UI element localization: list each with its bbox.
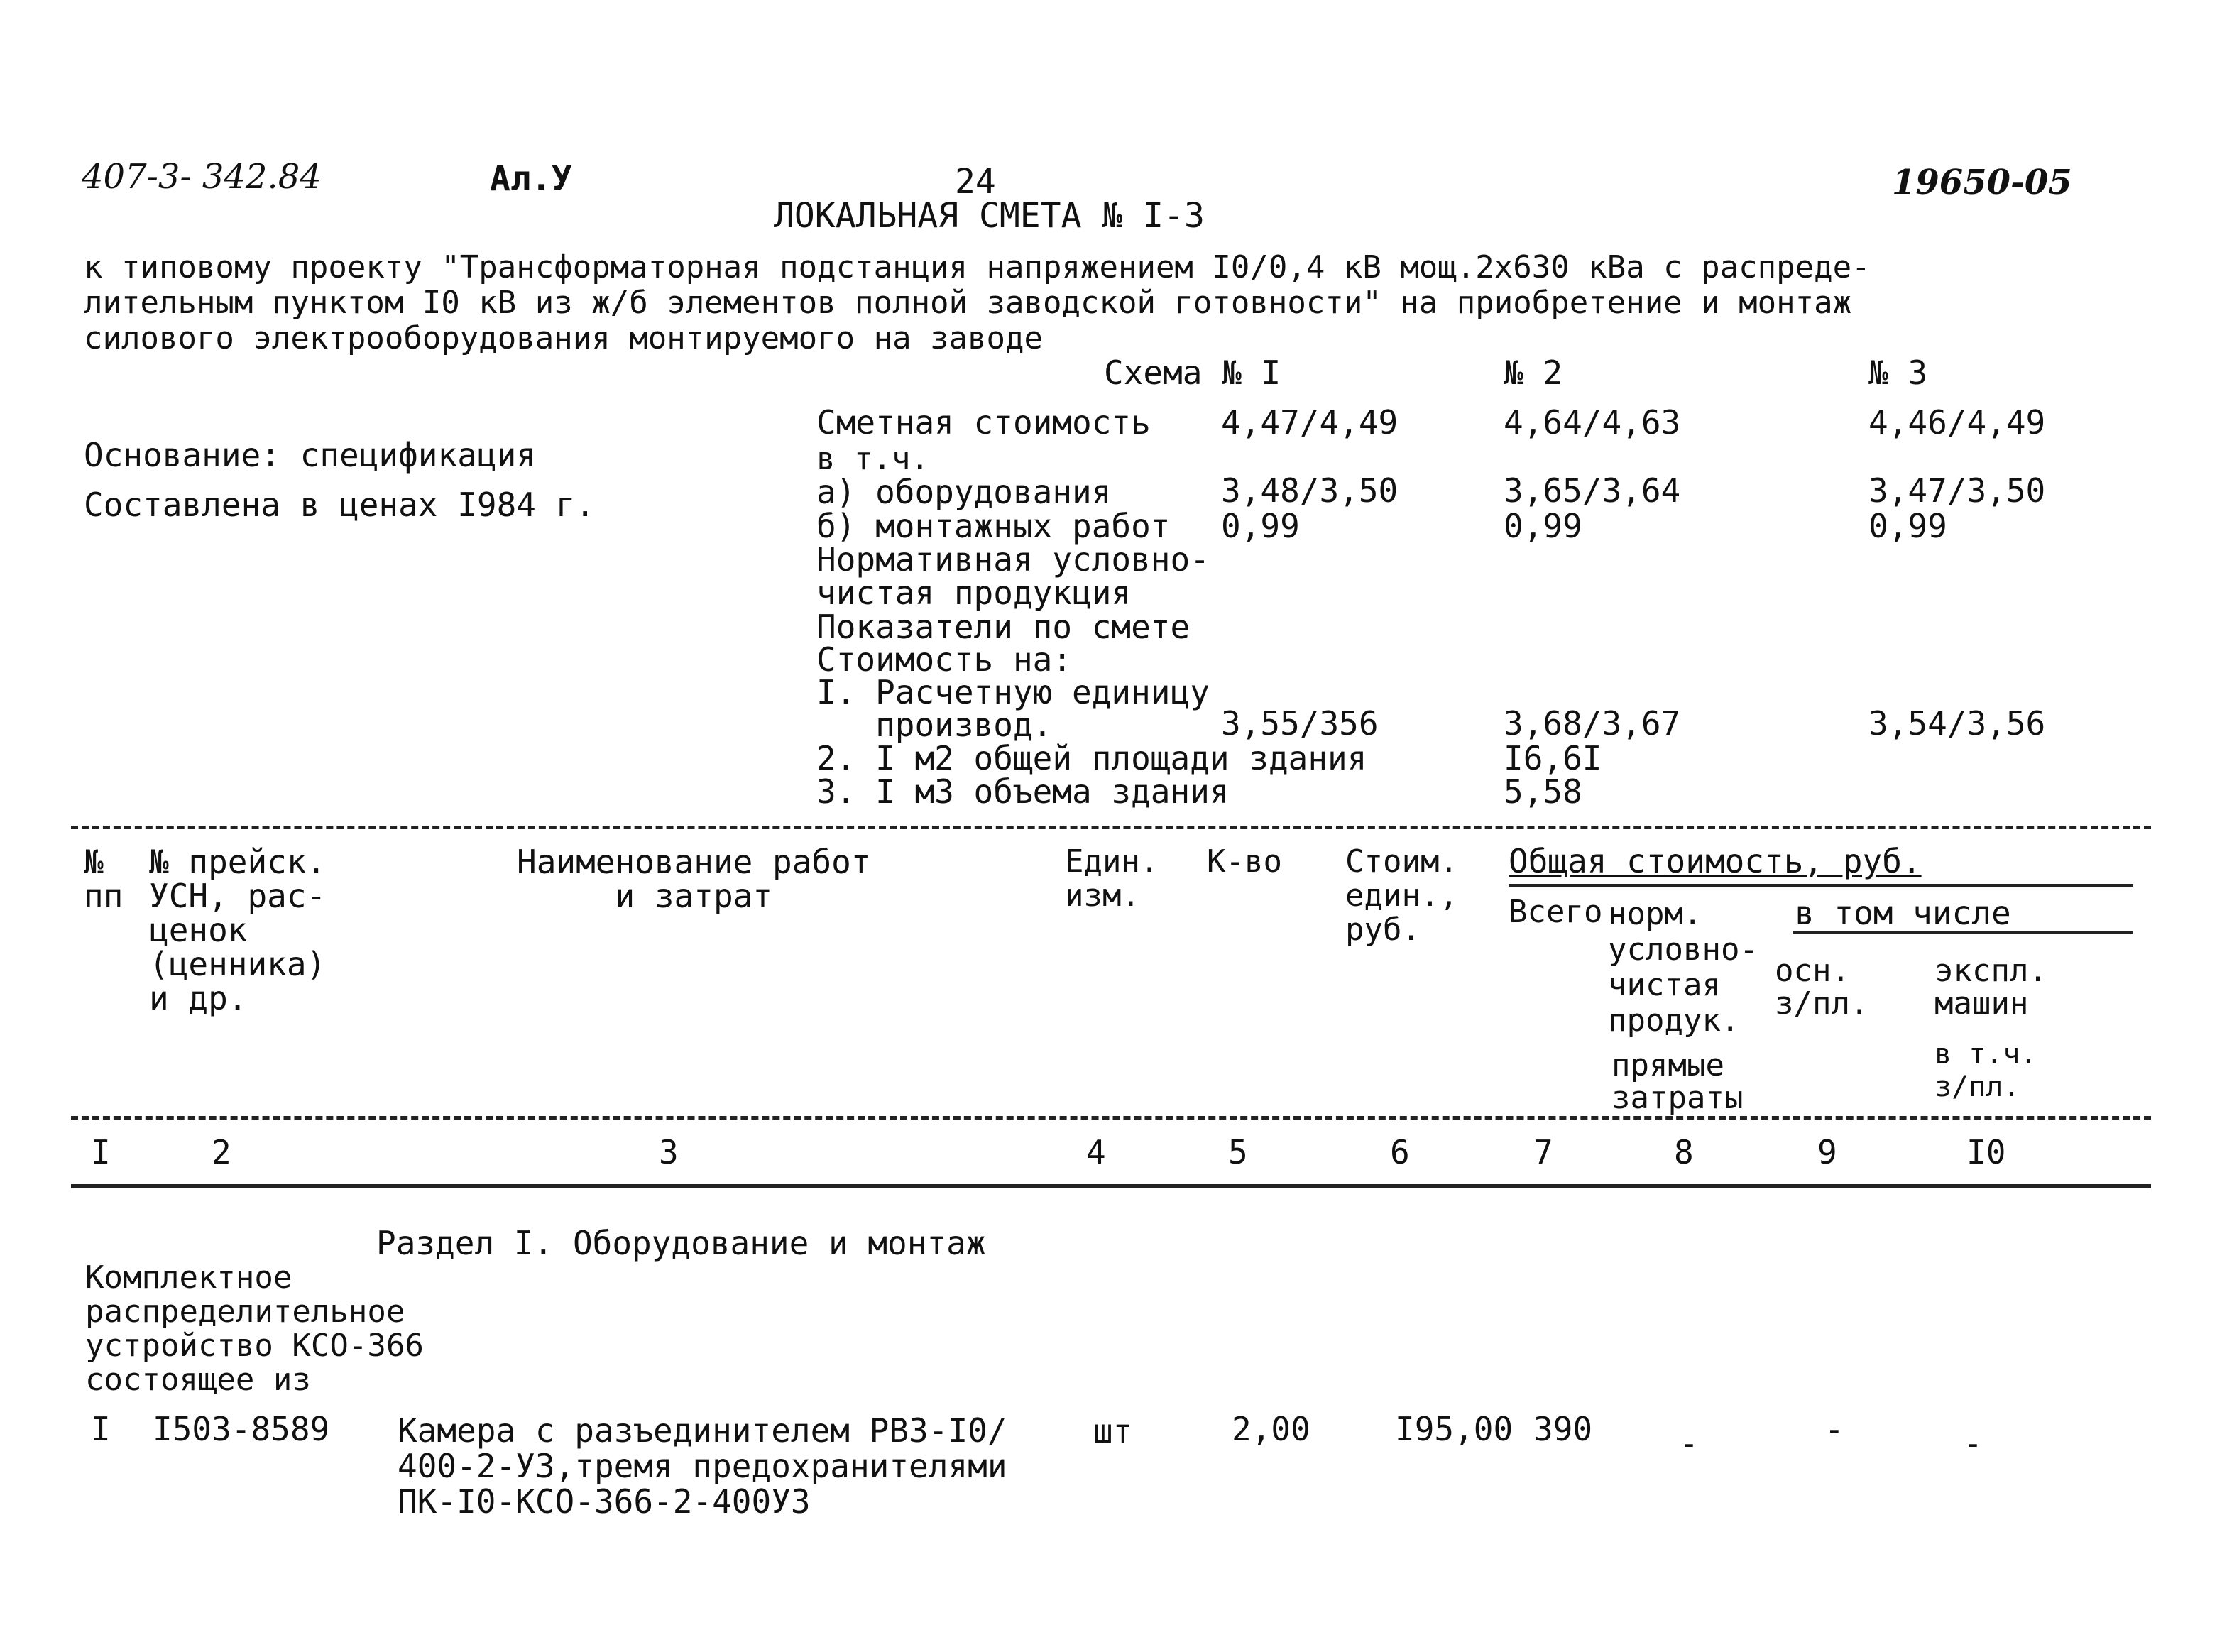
row-code: I503-8589 bbox=[153, 1410, 330, 1448]
indicator-label: Сметная стоимость bbox=[816, 403, 1151, 442]
row-net-product: - bbox=[1679, 1424, 1699, 1462]
archive-stamp: 19650-05 bbox=[1892, 163, 2072, 202]
indicator-value: 4,46/4,49 bbox=[1868, 403, 2046, 442]
col-header-total-group: Общая стоимость, руб. bbox=[1509, 842, 1922, 880]
document-title: ЛОКАЛЬНАЯ СМЕТА № I-3 bbox=[774, 196, 1205, 236]
col-number: 2 bbox=[212, 1133, 231, 1171]
row-unit: шт bbox=[1093, 1412, 1133, 1450]
page-number: 24 bbox=[955, 162, 996, 202]
description-line: силового электрооборудования монтируемого на заводе bbox=[84, 320, 1044, 356]
basis-line: Составлена в ценах I984 г. bbox=[84, 486, 596, 524]
col-number: 9 bbox=[1817, 1133, 1837, 1171]
row-unit-cost: I95,00 bbox=[1395, 1410, 1514, 1448]
indicator-value: 4,47/4,49 bbox=[1221, 403, 1399, 442]
col-number: 3 bbox=[659, 1133, 679, 1171]
col-number: 8 bbox=[1674, 1133, 1694, 1171]
indicator-label: чистая продукция bbox=[816, 574, 1132, 612]
col-header-code: № прейск. УСН, рас- ценок (ценника) и др. bbox=[149, 843, 327, 1017]
basis-line: Основание: спецификация bbox=[84, 436, 536, 474]
header-bottom-rule bbox=[71, 1116, 2151, 1120]
row-salary: - bbox=[1824, 1410, 1844, 1448]
indicator-value: 4,64/4,63 bbox=[1504, 403, 1681, 442]
indicator-label: производ. bbox=[816, 706, 1053, 744]
col-number: I bbox=[91, 1133, 111, 1171]
col-header-total: Всего bbox=[1509, 894, 1603, 930]
section-title: Раздел I. Оборудование и монтаж bbox=[376, 1224, 986, 1262]
scheme-3-label: № 3 bbox=[1868, 354, 1928, 392]
description-line: лительным пунктом I0 кВ из ж/б элементов полной заводской готовности" на приобретение и монтаж bbox=[84, 285, 1852, 321]
scheme-1-label: Схема № I bbox=[1104, 354, 1281, 392]
row-no: I bbox=[91, 1410, 111, 1448]
group-title: Комплектное распределительное устройство КСО-366 состоящее из bbox=[85, 1259, 424, 1398]
doc-code: 407-3- 342.84 bbox=[82, 157, 322, 197]
indicator-label: Стоимость на: bbox=[816, 640, 1073, 679]
col-header-net-product: норм. условно- чистая продук. bbox=[1608, 896, 1758, 1039]
col-number: I0 bbox=[1966, 1133, 2006, 1171]
indicator-value: 5,58 bbox=[1504, 772, 1582, 811]
indicator-value: 3,68/3,67 bbox=[1504, 704, 1681, 743]
row-qty: 2,00 bbox=[1232, 1410, 1310, 1448]
col-header-machines-salary: в т.ч. з/пл. bbox=[1934, 1038, 2037, 1103]
col-header-qty: К-во bbox=[1207, 843, 1282, 880]
col-number: 4 bbox=[1086, 1133, 1106, 1171]
row-name: Камера с разъединителем РВЗ-I0/ 400-2-УЗ,тремя предохранителями ПК-I0-КСО-366-2-400УЗ bbox=[398, 1411, 1007, 1521]
row-machines: - bbox=[1963, 1424, 1983, 1462]
col-header-salary: осн. з/пл. bbox=[1775, 953, 1869, 1022]
indicator-label: б) монтажных работ bbox=[816, 507, 1171, 545]
col-number: 5 bbox=[1228, 1133, 1248, 1171]
col-header-name: Наименование работ и затрат bbox=[517, 843, 871, 915]
indicator-value: 3,55/356 bbox=[1221, 704, 1379, 743]
col-header-unit: Един. изм. bbox=[1065, 843, 1159, 914]
indicator-label: 3. I м3 объема здания bbox=[816, 772, 1230, 811]
indicator-label: а) оборудования bbox=[816, 473, 1112, 511]
col-number: 6 bbox=[1390, 1133, 1410, 1171]
indicator-label: 2. I м2 общей площади здания bbox=[816, 739, 1367, 777]
album-label: Ал.У bbox=[490, 159, 572, 199]
indicator-value: 3,65/3,64 bbox=[1504, 471, 1681, 510]
description-line: к типовому проекту "Трансформаторная подстанция напряжением I0/0,4 кВ мощ.2х630 кВа с распреде- bbox=[84, 249, 1871, 285]
col-header-machines: экспл. машин bbox=[1934, 953, 2047, 1022]
col-header-direct-costs: прямые затраты bbox=[1611, 1047, 1744, 1116]
indicator-value: 0,99 bbox=[1868, 507, 1947, 545]
indicator-label: в т.ч. bbox=[816, 441, 929, 477]
scheme-2-label: № 2 bbox=[1504, 354, 1563, 392]
indicator-value: 0,99 bbox=[1221, 507, 1300, 545]
indicator-label: I. Расчетную единицу bbox=[816, 673, 1210, 711]
row-total: 390 bbox=[1533, 1410, 1593, 1448]
indicator-value: 3,48/3,50 bbox=[1221, 471, 1399, 510]
indicator-value: 3,54/3,56 bbox=[1868, 704, 2046, 743]
col-header-incl-group: в том числе bbox=[1795, 894, 2011, 932]
total-group-underline bbox=[1509, 884, 2133, 887]
col-header-unit-cost: Стоим. един., руб. bbox=[1345, 843, 1458, 948]
col-header-no: № пп bbox=[84, 843, 124, 915]
indicator-value: 3,47/3,50 bbox=[1868, 471, 2046, 510]
indicator-label: Нормативная условно- bbox=[816, 540, 1210, 579]
indicator-value: I6,6I bbox=[1504, 739, 1602, 777]
col-number: 7 bbox=[1533, 1133, 1553, 1171]
indicator-value: 0,99 bbox=[1504, 507, 1582, 545]
table-top-rule bbox=[71, 826, 2151, 829]
indicator-label: Показатели по смете bbox=[816, 608, 1191, 646]
numbers-bottom-rule bbox=[71, 1184, 2151, 1188]
